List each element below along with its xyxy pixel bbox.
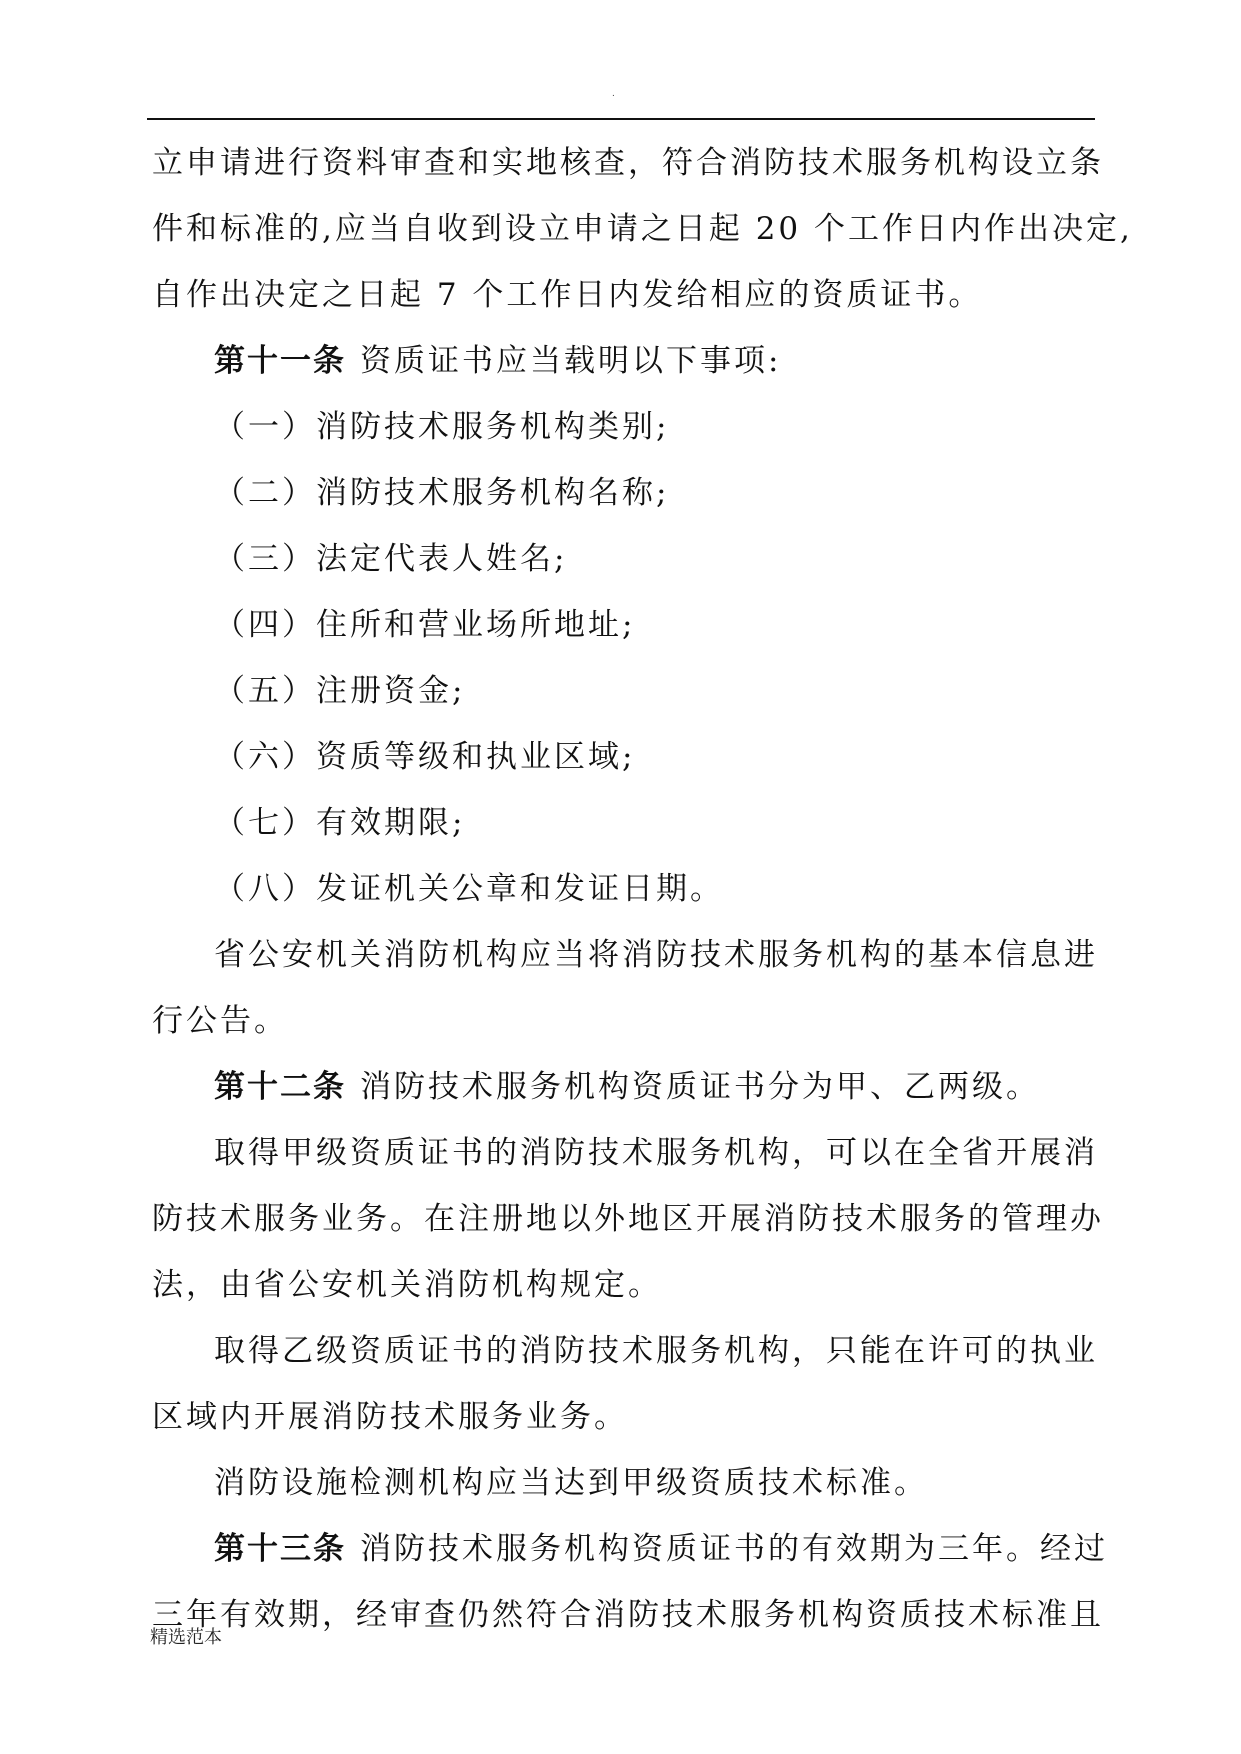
list-item: （三）法定代表人姓名; xyxy=(214,541,568,577)
list-item: （六）资质等级和执业区域; xyxy=(214,739,636,775)
article-label: 第十三条 xyxy=(214,1531,346,1567)
header-mark: . xyxy=(612,88,615,99)
list-item: （八）发证机关公章和发证日期。 xyxy=(214,871,724,907)
text-line: 法，由省公安机关消防机构规定。 xyxy=(152,1267,662,1303)
list-item: （四）住所和营业场所地址; xyxy=(214,607,636,643)
text-line: 取得甲级资质证书的消防技术服务机构，可以在全省开展消 xyxy=(214,1135,1098,1171)
text-line: 取得乙级资质证书的消防技术服务机构，只能在许可的执业 xyxy=(214,1333,1098,1369)
article-text: 消防技术服务机构资质证书的有效期为三年。经过 xyxy=(360,1531,1108,1567)
article-text: 资质证书应当载明以下事项: xyxy=(360,343,782,379)
list-item: （一）消防技术服务机构类别; xyxy=(214,409,670,445)
article-label: 第十一条 xyxy=(214,343,346,379)
text-line: 自作出决定之日起 7 个工作日内发给相应的资质证书。 xyxy=(152,277,983,313)
article-label: 第十二条 xyxy=(214,1069,346,1105)
text-line: 立申请进行资料审查和实地核查，符合消防技术服务机构设立条 xyxy=(152,145,1104,181)
article-12-heading xyxy=(152,1054,1096,1120)
list-item: （二）消防技术服务机构名称; xyxy=(214,475,670,511)
list-item: （七）有效期限; xyxy=(214,805,466,841)
article-13-heading xyxy=(152,1516,1108,1582)
article-text: 消防技术服务机构资质证书分为甲、乙两级。 xyxy=(360,1069,1040,1105)
footer-label: 精选范本 xyxy=(150,1627,222,1648)
text-line: 防技术服务业务。在注册地以外地区开展消防技术服务的管理办 xyxy=(152,1201,1104,1237)
text-line: 省公安机关消防机构应当将消防技术服务机构的基本信息进 xyxy=(214,937,1098,973)
list-item: （五）注册资金; xyxy=(214,673,466,709)
text-line: 行公告。 xyxy=(152,1003,288,1039)
text-line: 消防设施检测机构应当达到甲级资质技术标准。 xyxy=(214,1465,928,1501)
text-line: 件和标准的,应当自收到设立申请之日起 20 个工作日内作出决定, xyxy=(152,211,1133,247)
article-11-heading xyxy=(152,328,1096,394)
header-rule xyxy=(147,118,1095,120)
document-body xyxy=(152,130,1133,1648)
text-line: 三年有效期，经审查仍然符合消防技术服务机构资质技术标准且 xyxy=(152,1597,1104,1633)
text-line: 区域内开展消防技术服务业务。 xyxy=(152,1399,628,1435)
